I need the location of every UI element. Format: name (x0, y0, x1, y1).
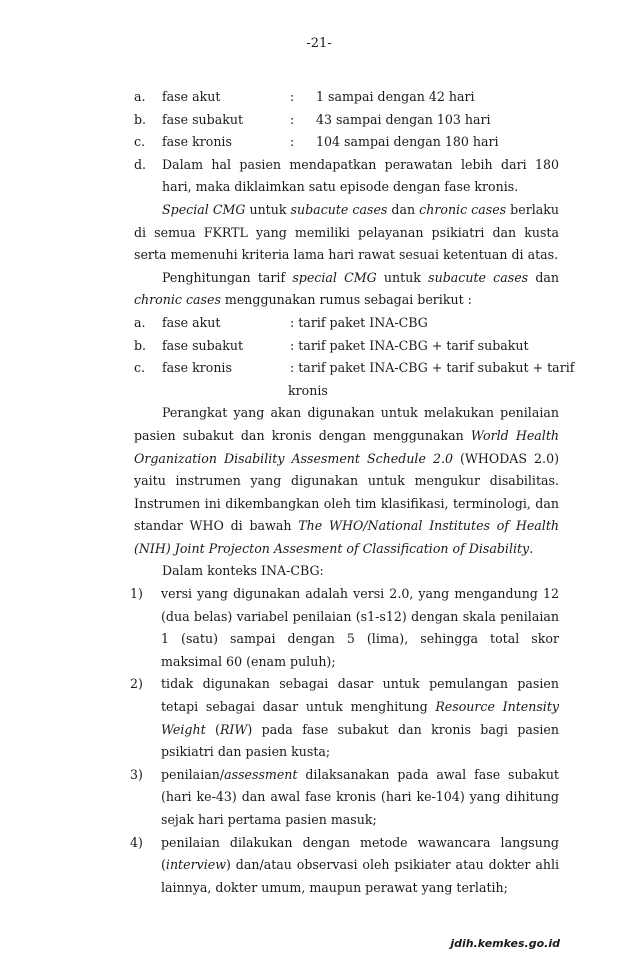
phase-row-kronis (134, 131, 559, 154)
formula-row-kronis (134, 357, 575, 380)
text: penilaian dilakukan dengan metode wawancara langsung ( (161, 834, 559, 873)
document-body (130, 86, 575, 899)
formula-continuation (134, 380, 559, 403)
term: chronic cases (419, 201, 507, 217)
separator: : (290, 134, 295, 150)
list-item-text (161, 673, 559, 763)
text: ( (205, 721, 220, 737)
separator: : (290, 89, 295, 104)
paragraph-special-cmg (134, 199, 559, 267)
separator: : (290, 111, 295, 127)
text: Perangkat yang akan digunakan untuk melakukan penilaian pasien subakut dan kronis dengan menggunakan (134, 405, 559, 443)
text: Penghitungan tarif (162, 269, 293, 285)
paragraph-whodas (134, 402, 559, 560)
phase-name: fase subakut (162, 111, 244, 127)
term: World Health Organization Disability Assesment Schedule 2.0 (134, 427, 559, 466)
term: assessment (224, 766, 298, 782)
term: interview (165, 857, 226, 873)
list-number: 1) (130, 586, 143, 602)
text: (WHODAS 2.0) yaitu instrumen yang digunakan untuk mengukur disabilitas. Instrumen ini dikembangkan oleh tim klasifikasi, terminologi, dan standar WHO di bawah (134, 450, 559, 534)
phase-name: fase subakut (162, 337, 244, 353)
text: ) dan/atau observasi oleh psikiater atau dokter ahli lainnya, dokter umum, maupun perawat yang terlatih; (161, 857, 559, 895)
formula-row-akut (134, 312, 559, 335)
text: menggunakan rumus sebagai berikut : (220, 292, 472, 308)
phase-name: fase kronis (162, 134, 232, 150)
term: Special CMG (162, 201, 246, 217)
list-item (130, 764, 559, 832)
list-number: 2) (130, 676, 143, 692)
list-item-text: versi yang digunakan adalah versi 2.0, yang mengandung 12 (dua belas) variabel penilaian (s1-s12) dengan skala penilaian 1 (satu) sampai dengan 5 (lima), sehingga total skor maksimal 60 (enam puluh); (161, 586, 559, 669)
term: The WHO/National Institutes of Health (NIH) Joint Projecton Assesment of Classification of Disability (134, 518, 559, 556)
term: special CMG (292, 269, 377, 285)
list-label: b. (134, 337, 147, 353)
item-d-text: Dalam hal pasien mendapatkan perawatan lebih dari 180 hari, maka diklaimkan satu episode dengan fase kronis. (162, 156, 559, 195)
term: subacute cases (290, 201, 388, 217)
term: subacute cases (428, 269, 529, 285)
footer-source-link[interactable]: jdih.kemkes.go.id (450, 937, 560, 950)
term: Resource Intensity Weight (161, 699, 559, 737)
phase-row-subakut (134, 109, 559, 132)
formula-text: : tarif paket INA-CBG + tarif subakut (290, 337, 529, 353)
formula-text: : tarif paket INA-CBG + tarif subakut + tarif (290, 360, 575, 376)
list-label: d. (134, 156, 147, 172)
phase-name: fase kronis (162, 360, 232, 376)
phase-range: 104 sampai dengan 180 hari (316, 134, 499, 150)
list-item-text (161, 832, 559, 900)
list-label: b. (134, 111, 147, 127)
formula-row-subakut (134, 335, 559, 358)
phase-name: fase akut (162, 89, 221, 104)
numbered-list (130, 583, 559, 899)
list-number: 3) (130, 766, 143, 782)
text: dilaksanakan pada awal fase subakut (hari ke-43) dan awal fase kronis (hari ke-104) yang dihitung sejak hari pertama pasien masuk; (161, 766, 559, 827)
page-number: -21- (306, 36, 332, 51)
text: . (529, 540, 534, 556)
list-item (130, 832, 559, 900)
text: penilaian/ (161, 766, 225, 782)
paragraph-tarif (134, 267, 559, 312)
phase-name: fase akut (162, 314, 221, 330)
text: dan (387, 201, 420, 217)
text: dan (528, 269, 560, 285)
list-item-text (161, 764, 559, 832)
list-number: 4) (130, 834, 143, 850)
term: RIW (219, 721, 248, 737)
item-d (134, 154, 559, 199)
context-heading: Dalam konteks INA-CBG: (162, 563, 324, 579)
phase-range: 43 sampai dengan 103 hari (316, 111, 491, 127)
text: untuk (376, 269, 429, 285)
text: ) pada fase subakut dan kronis bagi pasien psikiatri dan pasien kusta; (161, 721, 559, 760)
list-item (130, 583, 559, 673)
phase-range: 1 sampai dengan 42 hari (316, 89, 475, 104)
formula-text: kronis (288, 382, 328, 398)
formula-text: : tarif paket INA-CBG (290, 314, 428, 330)
term: chronic cases (134, 292, 221, 308)
text: untuk (245, 201, 291, 217)
list-item (130, 673, 559, 763)
list-label: c. (134, 360, 146, 376)
list-label: a. (134, 314, 146, 330)
phase-row-akut (134, 86, 559, 109)
text: tidak digunakan sebagai dasar untuk pemulangan pasien tetapi sebagai dasar untuk menghitung (161, 676, 559, 715)
list-label: a. (134, 89, 146, 104)
text: berlaku di semua FKRTL yang memiliki pelayanan psikiatri dan kusta serta memenuhi kriteria lama hari rawat sesuai ketentuan di atas. (134, 201, 559, 263)
list-label: c. (134, 134, 146, 150)
